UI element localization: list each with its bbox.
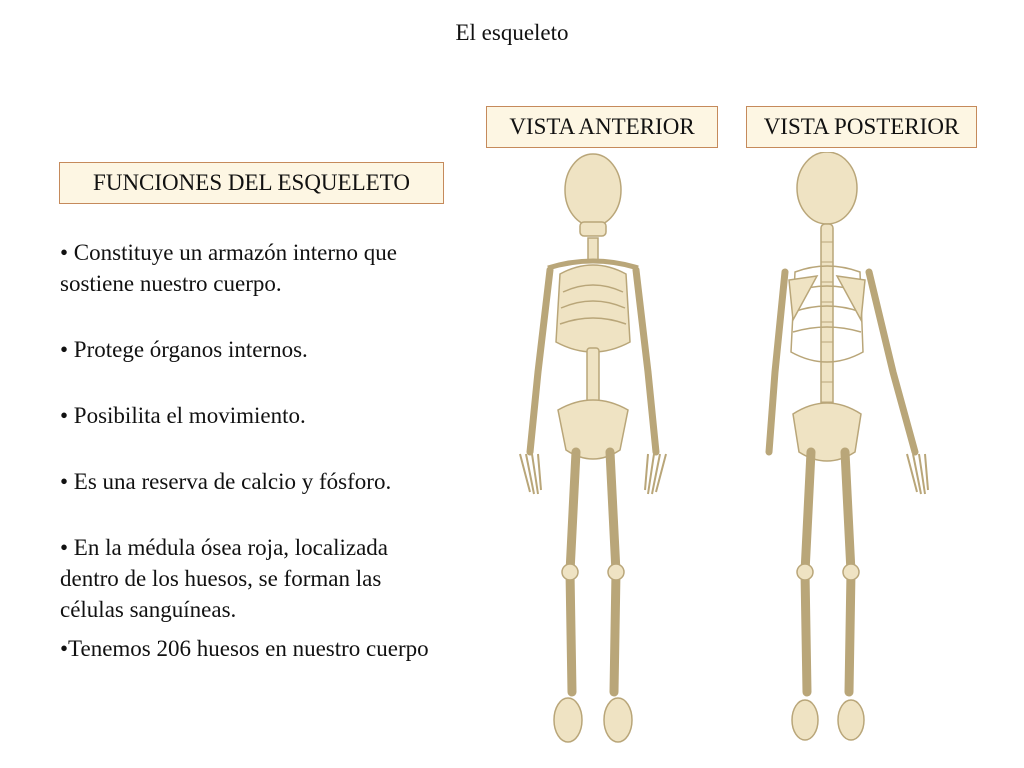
function-item: • Es una reserva de calcio y fósforo.: [60, 469, 392, 494]
function-item: • Protege órganos internos.: [60, 337, 308, 362]
functions-heading: FUNCIONES DEL ESQUELETO: [59, 162, 444, 204]
function-item: •Tenemos 206 huesos en nuestro cuerpo: [60, 636, 429, 661]
function-item: • En la médula ósea roja, localizada dentro de los huesos, se forman las células sanguíneas.: [60, 535, 388, 622]
anterior-view-label: VISTA ANTERIOR: [486, 106, 718, 148]
skeleton-back-view-icon: [765, 152, 945, 752]
skeleton-front-view-icon: [508, 152, 678, 752]
posterior-view-label: VISTA POSTERIOR: [746, 106, 977, 148]
function-item: • Constituye un armazón interno que sostiene nuestro cuerpo.: [60, 240, 398, 296]
function-item: • Posibilita el movimiento.: [60, 403, 306, 428]
page-title: El esqueleto: [455, 20, 569, 45]
functions-list: [60, 237, 450, 664]
